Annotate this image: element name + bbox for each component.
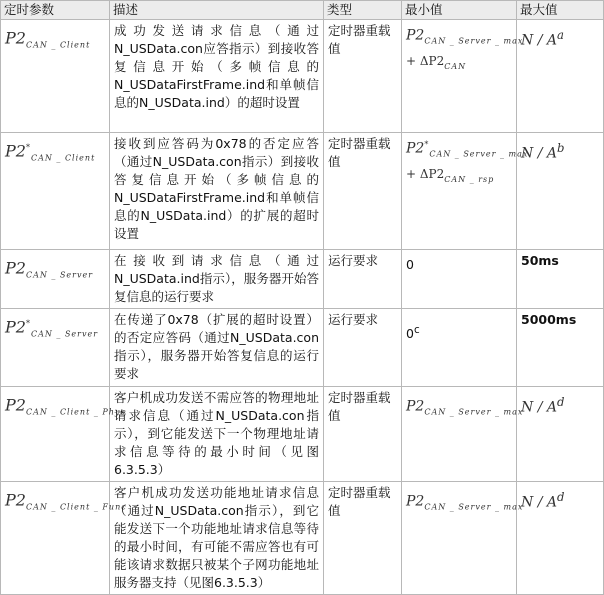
type-cell: 运行要求 [324, 250, 402, 309]
max-cell: N / $A^a$ [517, 20, 604, 133]
table-row [1, 387, 604, 482]
param-cell: $P2_{CAN \_ Client \_ Func}$ [1, 482, 110, 595]
param-cell: $P2^*_{CAN \_ Server}$ [1, 309, 110, 387]
table-row [1, 309, 604, 387]
type-cell: 运行要求 [324, 309, 402, 387]
table-row [1, 482, 604, 595]
header-desc: 描述 [110, 1, 324, 20]
table-header-row [1, 1, 604, 20]
max-cell: N / $A^d$ [517, 482, 604, 595]
type-cell: 定时器重载值 [324, 20, 402, 133]
min-cell: $P2^*_{CAN \_ Server \_ max}$ + $\Delta P2_{CAN \_ rsp}$ [402, 133, 517, 250]
header-type: 类型 [324, 1, 402, 20]
max-cell: N / $A^b$ [517, 133, 604, 250]
table-row [1, 133, 604, 250]
min-cell: 0 [402, 250, 517, 309]
desc-cell: 客户机成功发送功能地址请求信息（通过N_USData.con指示），到它能发送下一个功能地址请求信息等待的最小时间，有可能不需应答也有可能该请求数据只被某个子网功能地址服务器支持（见图6.3.5.3） [110, 482, 324, 595]
min-cell: $P2_{CAN \_ Server \_ max}$ [402, 482, 517, 595]
param-cell: $P2_{CAN \_ Server}$ [1, 250, 110, 309]
header-param: 定时参数 [1, 1, 110, 20]
desc-cell: 接收到应答码为0x78的否定应答（通过N_USData.con指示）到接收答复信息开始（多帧信息的N_USDataFirstFrame.ind和单帧信息的N_USData.ind）的扩展的超时设置 [110, 133, 324, 250]
desc-cell: 在传递了0x78（扩展的超时设置）的否定应答码（通过N_USData.con指示），服务器开始答复信息的运行要求 [110, 309, 324, 387]
desc-cell: 在接收到请求信息（通过N_USData.ind指示），服务器开始答复信息的运行要求 [110, 250, 324, 309]
table-row [1, 250, 604, 309]
min-cell: 0$^c$ [402, 309, 517, 387]
header-max: 最大值 [517, 1, 604, 20]
type-cell: 定时器重载值 [324, 133, 402, 250]
min-cell: $P2_{CAN \_ Server \_ max}$ [402, 387, 517, 482]
max-cell: 50ms [517, 250, 604, 309]
max-cell: 5000ms [517, 309, 604, 387]
table-row [1, 20, 604, 133]
desc-cell: 成功发送请求信息（通过N_USData.con应答指示）到接收答复信息开始（多帧信息的N_USDataFirstFrame.ind和单帧信息的N_USData.ind）的超时设置 [110, 20, 324, 133]
header-min: 最小值 [402, 1, 517, 20]
desc-cell: 客户机成功发送不需应答的物理地址请求信息（通过N_USData.con指示），到它能发送下一个物理地址请求信息等待的最小时间（见图6.3.5.3） [110, 387, 324, 482]
max-cell: N / $A^d$ [517, 387, 604, 482]
param-cell: $P2^*_{CAN \_ Client}$ [1, 133, 110, 250]
param-cell: $P2_{CAN \_ Client \_ Phys}$ [1, 387, 110, 482]
param-cell: $P2_{CAN \_ Client}$ [1, 20, 110, 133]
type-cell: 定时器重载值 [324, 387, 402, 482]
min-cell: $P2_{CAN \_ Server \_ max}$ + $\Delta P2_{CAN}$ [402, 20, 517, 133]
type-cell: 定时器重载值 [324, 482, 402, 595]
